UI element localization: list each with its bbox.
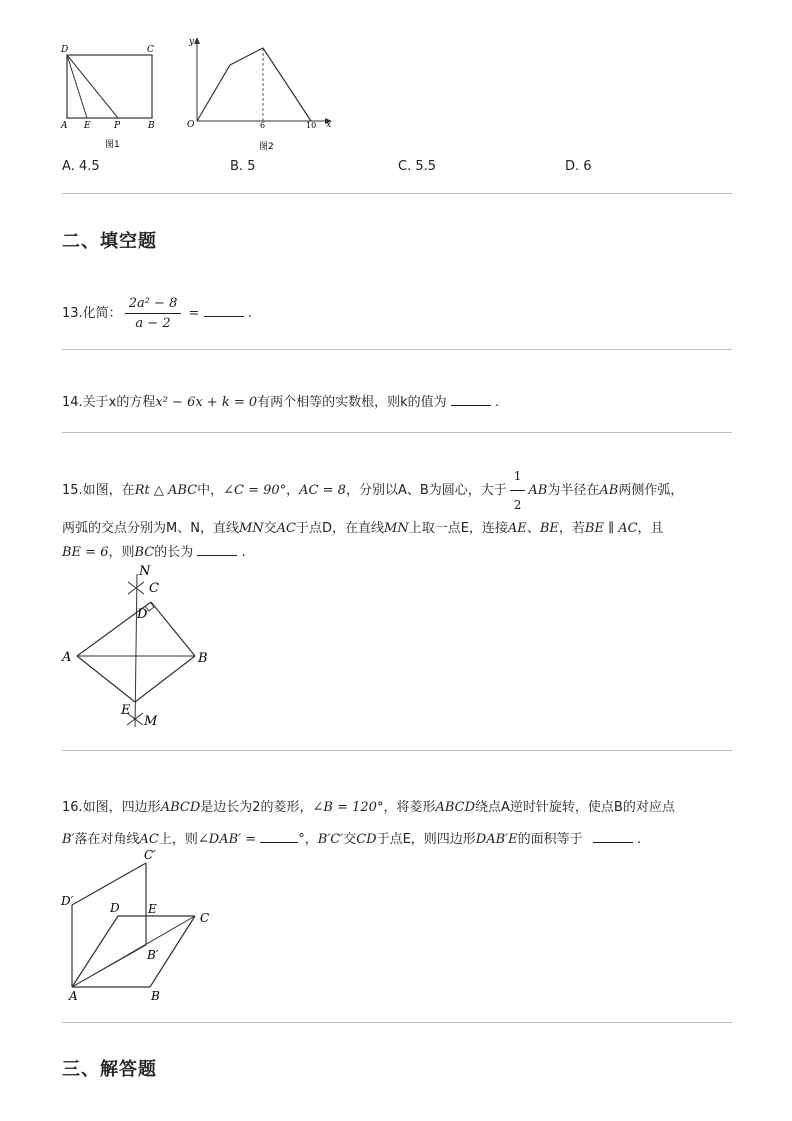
question-15 (62, 464, 683, 565)
q16-ac: AC (139, 832, 159, 847)
q15-text: ， (286, 483, 300, 498)
fig2-tick-10: 10 (306, 121, 317, 130)
q16-text: 落在对角线 (74, 832, 140, 847)
option-d[interactable] (565, 159, 592, 174)
q15-text: 为半径在 (547, 483, 600, 498)
q15-label-n: N (139, 564, 151, 579)
fig1-label-p: P (114, 121, 121, 131)
q16-end: . (636, 832, 642, 847)
option-b[interactable] (230, 159, 255, 174)
q14-answer-blank[interactable] (451, 404, 491, 406)
q13-numerator: 2a² − 8 (125, 296, 182, 314)
q15-half-fraction (510, 464, 526, 517)
q15-ab: AB (599, 483, 619, 498)
q15-label-e: E (121, 703, 131, 718)
q16-text: ， (304, 832, 318, 847)
q15-label-c: C (149, 581, 159, 596)
fig2-label-y: y (189, 37, 195, 47)
divider (62, 193, 732, 194)
q16-bc-prime: B′C′ (317, 832, 344, 847)
option-a-value: 4.5 (78, 159, 100, 174)
option-a[interactable] (62, 159, 100, 174)
fig1-label-c: C (147, 45, 154, 55)
q16-answer-blank-2[interactable] (593, 841, 633, 843)
fig2-label-x: x (326, 120, 332, 130)
q15-text: 交 (263, 521, 277, 536)
section-2-heading: 二、填空题 (62, 231, 157, 252)
question-14 (62, 391, 499, 410)
q16-text: 交 (343, 832, 357, 847)
q15-text: 、 (526, 521, 540, 536)
divider (62, 349, 732, 350)
q16-figure (55, 845, 230, 1005)
q16-cd: CD (356, 832, 377, 847)
q15-line-2 (62, 517, 683, 541)
q13-answer-blank[interactable] (204, 315, 244, 317)
q15-text: 中， (197, 483, 224, 498)
q15-text: 上取一点E，连接 (408, 521, 508, 536)
question-13 (62, 296, 252, 331)
q15-ac: AC (276, 521, 296, 536)
q16-text: 的面积等于 (517, 832, 583, 847)
q15-label-d: D (137, 607, 148, 622)
q15-figure (55, 562, 225, 737)
q15-text: ，则 (108, 545, 135, 560)
q16-label-c: C (200, 911, 210, 925)
q15-text: 15.如图，在 (62, 483, 135, 498)
q15-label-b: B (198, 651, 208, 666)
q16-abcd: ABCD (160, 800, 201, 815)
q15-text: ，分别以A、B为圆心，大于 (345, 483, 507, 498)
q16-text: 是边长为2的菱形， (200, 800, 313, 815)
fig2-tick-6: 6 (260, 121, 266, 130)
q13-end: . (247, 306, 252, 321)
q15-be: BE (539, 521, 559, 536)
q16-bprime: B′ (62, 832, 75, 847)
q15-text: 两侧作弧， (618, 483, 684, 498)
q15-be-value: BE = 6 (62, 545, 109, 560)
q16-text: 于点E，则四边形 (376, 832, 476, 847)
option-c-value: 5.5 (415, 159, 437, 174)
option-d-letter: D. (565, 159, 580, 174)
q16-line-1 (62, 792, 675, 824)
q15-mn: MN (384, 521, 409, 536)
option-c[interactable] (398, 159, 436, 174)
option-c-letter: C. (398, 159, 412, 174)
q15-line-1 (62, 464, 683, 517)
fig1-label-e: E (84, 121, 91, 131)
q13-fraction (125, 296, 182, 331)
option-a-letter: A. (62, 159, 75, 174)
q15-text: ，且 (637, 521, 664, 536)
q15-ac: AC = 8 (299, 483, 346, 498)
q13-denominator: a − 2 (135, 316, 171, 331)
figure-2 (180, 32, 340, 154)
q14-suffix: 有两个相等的实数根，则k的值为 (257, 395, 447, 410)
fig2-label-origin: O (187, 120, 195, 130)
q15-text: 两弧的交点分别为M、N，直线 (62, 521, 239, 536)
q15-ae: AE (507, 521, 527, 536)
fig1-label-b: B (148, 121, 155, 131)
q15-parallel: BE ∥ AC (584, 521, 638, 536)
q16-label-e: E (148, 902, 157, 916)
q13-prefix: 13.化简： (62, 306, 122, 321)
q16-angle-b: ∠B = 120° (312, 800, 384, 815)
q16-label-d-prime: D′ (61, 894, 74, 908)
fig1-caption: 图1 (105, 140, 120, 150)
q16-text: 上，则 (158, 832, 198, 847)
q16-label-b: B (151, 989, 160, 1003)
q15-bc: BC (134, 545, 155, 560)
option-b-letter: B. (230, 159, 244, 174)
q15-answer-blank[interactable] (197, 554, 237, 556)
q15-text: 的长为 (154, 545, 194, 560)
section-3-heading: 三、解答题 (62, 1059, 157, 1080)
q16-angle-dab: ∠DAB′ = (197, 832, 257, 847)
q15-half-den: 2 (513, 498, 522, 512)
fig1-label-a: A (61, 121, 68, 131)
q16-degree: ° (298, 832, 305, 847)
q15-angle: ∠C = 90° (223, 483, 287, 498)
q13-equals: = (188, 306, 200, 321)
q16-label-c-prime: C′ (144, 848, 156, 862)
q16-text: 绕点A逆时针旋转，使点B的对应点 (475, 800, 675, 815)
q15-label-m: M (144, 714, 158, 729)
q16-label-b-prime: B′ (147, 948, 159, 962)
q14-prefix: 14.关于x的方程 (62, 395, 156, 410)
q15-triangle: Rt △ ABC (134, 483, 198, 498)
q15-mn: MN (238, 521, 264, 536)
q16-dabe: DAB′E (475, 832, 518, 847)
q16-label-d: D (110, 901, 120, 915)
option-d-value: 6 (583, 159, 592, 174)
q16-label-a: A (69, 989, 78, 1003)
q15-text: 于点D，在直线 (296, 521, 385, 536)
q14-end: . (494, 395, 500, 410)
divider (62, 432, 732, 433)
divider (62, 1022, 732, 1023)
q15-ab: AB (528, 483, 548, 498)
q16-answer-blank-1[interactable] (260, 841, 298, 843)
divider (62, 750, 732, 751)
q15-half-num: 1 (510, 464, 526, 491)
q14-equation: x² − 6x + k = 0 (155, 395, 258, 410)
fig2-caption: 图2 (259, 142, 274, 152)
q16-text: ，将菱形 (383, 800, 436, 815)
fig1-label-d: D (61, 45, 69, 55)
figure-1 (55, 40, 175, 152)
q15-label-a: A (62, 650, 72, 665)
q16-text: 16.如图，四边形 (62, 800, 161, 815)
q15-text: ，若 (558, 521, 585, 536)
q15-end: . (241, 545, 246, 560)
q16-abcd: ABCD (435, 800, 476, 815)
option-b-value: 5 (247, 159, 256, 174)
